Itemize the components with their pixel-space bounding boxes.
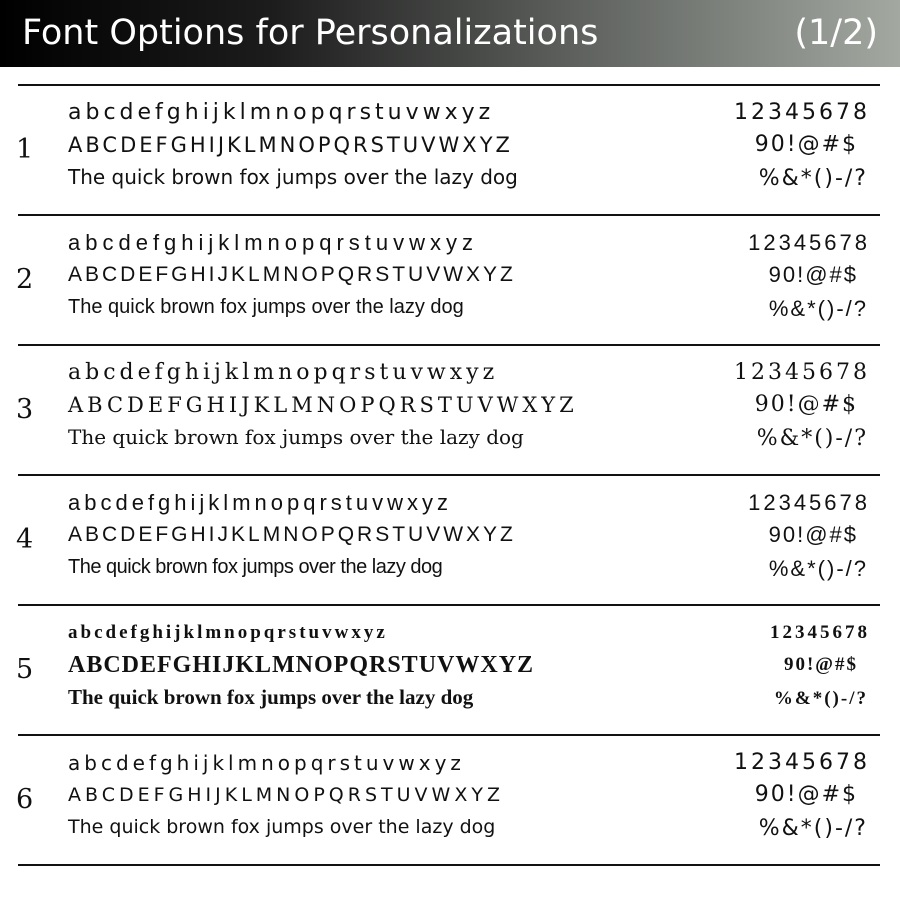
pangram-sample: The quick brown fox jumps over the lazy dog: [68, 165, 518, 189]
header-banner: [0, 0, 900, 67]
font-number: 1: [16, 134, 34, 165]
font-number: 5: [16, 654, 34, 685]
symbols-sample-2: %&*()-/?: [773, 688, 868, 709]
lowercase-sample: abcdefghijklmnopqrstuvwxyz: [68, 360, 499, 385]
uppercase-sample: ABCDEFGHIJKLMNOPQRSTUVWXYZ: [68, 393, 578, 417]
symbols-sample-1: 90!@#$: [754, 782, 858, 807]
uppercase-sample: ABCDEFGHIJKLMNOPQRSTUVWXYZ: [68, 263, 516, 286]
pangram-sample: The quick brown fox jumps over the lazy dog: [68, 685, 474, 709]
lowercase-sample: abcdefghijklmnopqrstuvwxyz: [68, 490, 453, 515]
symbols-sample-2: %&*()-/?: [756, 426, 868, 451]
symbols-sample-1: 90!@#$: [768, 522, 858, 547]
symbols-sample-1: 90!@#$: [768, 262, 858, 287]
lowercase-sample: abcdefghijklmnopqrstuvwxyz: [68, 622, 388, 643]
divider: [18, 864, 880, 866]
symbols-sample-2: %&*()-/?: [758, 816, 868, 841]
font-option-5: [0, 606, 900, 736]
pangram-sample: The quick brown fox jumps over the lazy dog: [68, 296, 464, 318]
font-number: 6: [16, 784, 34, 815]
pangram-sample: The quick brown fox jumps over the lazy dog: [68, 425, 524, 449]
lowercase-sample: abcdefghijklmnopqrstuvwxyz: [68, 100, 495, 125]
digits-sample: 12345678: [734, 100, 870, 125]
page-indicator: (1/2): [794, 13, 878, 53]
symbols-sample-1: 90!@#$: [754, 132, 858, 157]
font-number: 4: [16, 524, 34, 555]
font-option-1: [0, 86, 900, 216]
digits-sample: 12345678: [770, 622, 870, 643]
symbols-sample-2: %&*()-/?: [768, 556, 868, 581]
font-number: 3: [16, 394, 34, 425]
uppercase-sample: ABCDEFGHIJKLMNOPQRSTUVWXYZ: [68, 523, 516, 546]
symbols-sample-2: %&*()-/?: [758, 166, 868, 191]
font-number: 2: [16, 264, 34, 295]
digits-sample: 12345678: [734, 750, 870, 775]
font-option-3: [0, 346, 900, 476]
pangram-sample: The quick brown fox jumps over the lazy dog: [68, 556, 443, 578]
symbols-sample-2: %&*()-/?: [768, 296, 868, 321]
digits-sample: 12345678: [748, 490, 870, 515]
lowercase-sample: abcdefghijklmnopqrstuvwxyz: [68, 230, 479, 255]
symbols-sample-1: 90!@#$: [783, 654, 858, 675]
font-option-4: [0, 476, 900, 606]
lowercase-sample: abcdefghijklmnopqrstuvwxyz: [68, 751, 465, 775]
pangram-sample: The quick brown fox jumps over the lazy dog: [68, 816, 496, 838]
symbols-sample-1: 90!@#$: [754, 392, 858, 417]
font-option-2: [0, 216, 900, 346]
page-title: Font Options for Personalizations: [22, 13, 599, 53]
digits-sample: 12345678: [734, 360, 870, 385]
uppercase-sample: ABCDEFGHIJKLMNOPQRSTUVWXYZ: [68, 784, 504, 806]
digits-sample: 12345678: [748, 230, 870, 255]
font-option-6: [0, 736, 900, 866]
uppercase-sample: ABCDEFGHIJKLMNOPQRSTUVWXYZ: [68, 133, 513, 157]
uppercase-sample: ABCDEFGHIJKLMNOPQRSTUVWXYZ: [68, 652, 535, 678]
